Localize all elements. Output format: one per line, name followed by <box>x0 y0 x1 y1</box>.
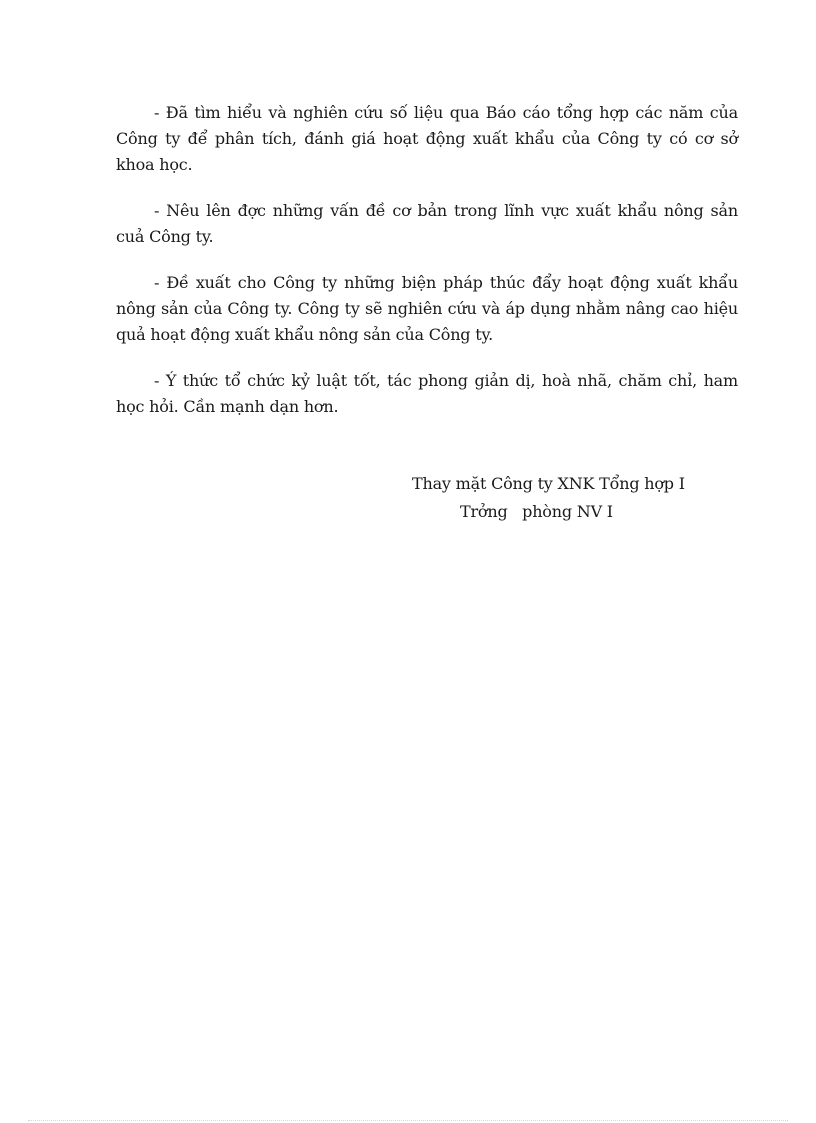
paragraph-issues: - Nêu lên đợc những vấn đề cơ bản trong lĩnh vực xuất khẩu nông sản cuả Công ty. <box>116 201 738 246</box>
evaluation-body <box>116 100 738 440</box>
signature-block <box>380 470 720 526</box>
signature-company: Thay mặt Công ty XNK Tổng hợp I <box>412 474 685 493</box>
page-bottom-rule <box>28 1120 788 1121</box>
paragraph-proposals: - Đề xuất cho Công ty những biện pháp thúc đẩy hoạt động xuất khẩu nông sản của Công ty. Công ty sẽ nghiên cứu và áp dụng nhằm nâng cao hiệu quả hoạt động xuất khẩu nông sản của Công ty. <box>116 273 738 344</box>
signature-title: Trởng phòng NV I <box>460 502 613 521</box>
paragraph-research: - Đã tìm hiểu và nghiên cứu số liệu qua Báo cáo tổng hợp các năm của Công ty để phân tích, đánh giá hoạt động xuất khẩu của Công ty có cơ sở khoa học. <box>116 103 738 174</box>
paragraph-attitude: - Ý thức tổ chức kỷ luật tốt, tác phong giản dị, hoà nhã, chăm chỉ, ham học hỏi. Cần mạnh dạn hơn. <box>116 371 738 416</box>
